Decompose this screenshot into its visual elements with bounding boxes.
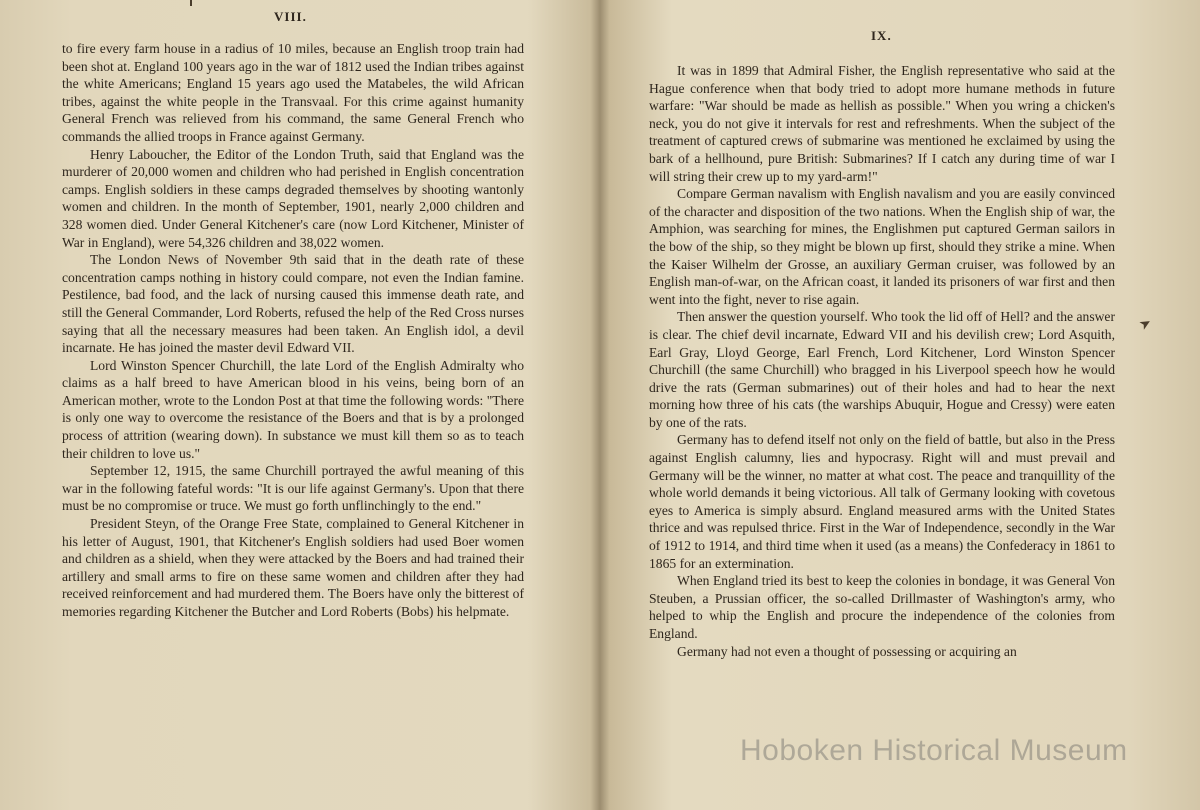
paragraph: Germany has to defend itself not only on the field of battle, but also in the Press against English calumny, lies and hypocrasy. Right will and must prevail and Germany will be the winner, no matter at what cost. The peace and tranquillity of the whole world demands it being victorious. All talk of Germany looking with covetous eyes to America is simply absurd. England measured arms with the United States thrice and was repulsed thrice. First in the War of Independence, secondly in the War of 1912 to 1914, and third time when it used (as a means) the Confederacy in 1861 to 1865 for an extermination.	[649, 432, 1115, 571]
paragraph: Then answer the question yourself. Who took the lid off of Hell? and the answer is clear. The chief devil incarnate, Edward VII and his devilish crew; Lord Asquith, Earl Gray, Lloyd George, Earl French, Lord Kitchener, Lord Winston Spencer Churchill (the same Churchill) who bragged in his Liverpool speech how he would drive the rats (German submarines) out of their holes and had to hear the next morning how three of his cats (the warships Abuquir, Hogue and Cressy) were eaten by one of the rats.	[649, 309, 1115, 430]
paragraph: President Steyn, of the Orange Free State, complained to General Kitchener in his letter of August, 1901, that Kitchener's English soldiers had used Boer women and children as a shield, when they were attacked by the Boers and had trained their artillery and small arms to fire on these same women and children after they had received reinforcement and had murdered them. The Boers have only the bitterest of memories regarding Kitchener the Butcher and Lord Roberts (Bobs) his helpmate.	[62, 516, 524, 619]
right-page-text	[649, 62, 1115, 660]
museum-watermark: Hoboken Historical Museum	[740, 734, 1128, 767]
paragraph: to fire every farm house in a radius of 10 miles, because an English troop train had been shot at. England 100 years ago in the war of 1812 used the Indian tribes against the white Americans; England 15 years ago used the Matabeles, the wild African tribes, against the white people in the Transvaal. For this crime against humanity General French was relieved from his command, the same General French who commands the allied troops in France against Germany.	[62, 41, 524, 144]
paragraph: Lord Winston Spencer Churchill, the late Lord of the English Admiralty who claims as a half breed to have American blood in his veins, being born of an American mother, wrote to the London Post at that time the following words: "There is only one way to overcome the resistance of the Boers and that is by a prolonged process of attrition (wearing down). In substance we must kill them so as to teach their children to love us."	[62, 357, 524, 461]
page-number-right: IX.	[871, 28, 892, 43]
paragraph: Henry Laboucher, the Editor of the London Truth, said that England was the murderer of 20,000 women and children who had perished in English concentration camps. English soldiers in these camps degraded themselves by shooting wantonly women and children. In the month of September, 1901, nearly 2,000 children and 328 women died. Under General Kitchener's care (now Lord Kitchener, Minister of War in England), were 54,326 children and 38,022 women.	[62, 146, 524, 250]
left-page-text	[62, 40, 524, 621]
right-page	[649, 0, 1115, 810]
paragraph: Compare German navalism with English navalism and you are easily convinced of the character and disposition of the two nations. When the English ship of war, the Amphion, was searching for mines, the Englishmen put captured German sailors in the bow of the ship, so they might be blown up first, should they strike a mine. When the Kaiser Wilhelm der Grosse, an auxiliary German cruiser, was followed by an English man-of-war, on the African coast, it landed its prisoners of war first and then went into the fight, never to rise again.	[649, 186, 1115, 307]
paragraph: Germany had not even a thought of possessing or acquiring an	[677, 643, 1017, 659]
left-page	[62, 0, 524, 810]
pencil-mark-icon: ➤	[1137, 315, 1155, 334]
paragraph: It was in 1899 that Admiral Fisher, the English representative who said at the Hague conference when that body tried to adopt more humane methods in future warfare: "War should be made as hellish as possible." When you wring a chicken's neck, you do not give it intervals for rest and refreshments. When the subject of the treatment of captured crews of submarine was mentioned he exclaimed by using the bark of a hellhound, pure British: Submarines? If I catch any during time of war I will string their crew up to my yard-arm!"	[649, 63, 1115, 184]
paragraph: When England tried its best to keep the colonies in bondage, it was General Von Steuben, a Prussian officer, the so-called Drillmaster of Washington's army, who helped to whip the English and procure the independence of the colonies from England.	[649, 573, 1115, 641]
paragraph: September 12, 1915, the same Churchill portrayed the awful meaning of this war in the following fateful words: "It is our life against Germany's. Upon that there must be no compromise or truce. We must go forth unflinchingly to the end."	[62, 463, 524, 514]
paragraph: The London News of November 9th said that in the death rate of these concentration camps nothing in history could compare, not even the Indian famine. Pestilence, bad food, and the lack of nursing caused this immense death rate, and still the General Commander, Lord Roberts, refused the help of the Red Cross nurses saying that all the necessary measures had been taken. An English idol, a devil incarnate. He has joined the master devil Edward VII.	[62, 252, 524, 356]
page-number-left: VIII.	[274, 9, 307, 24]
